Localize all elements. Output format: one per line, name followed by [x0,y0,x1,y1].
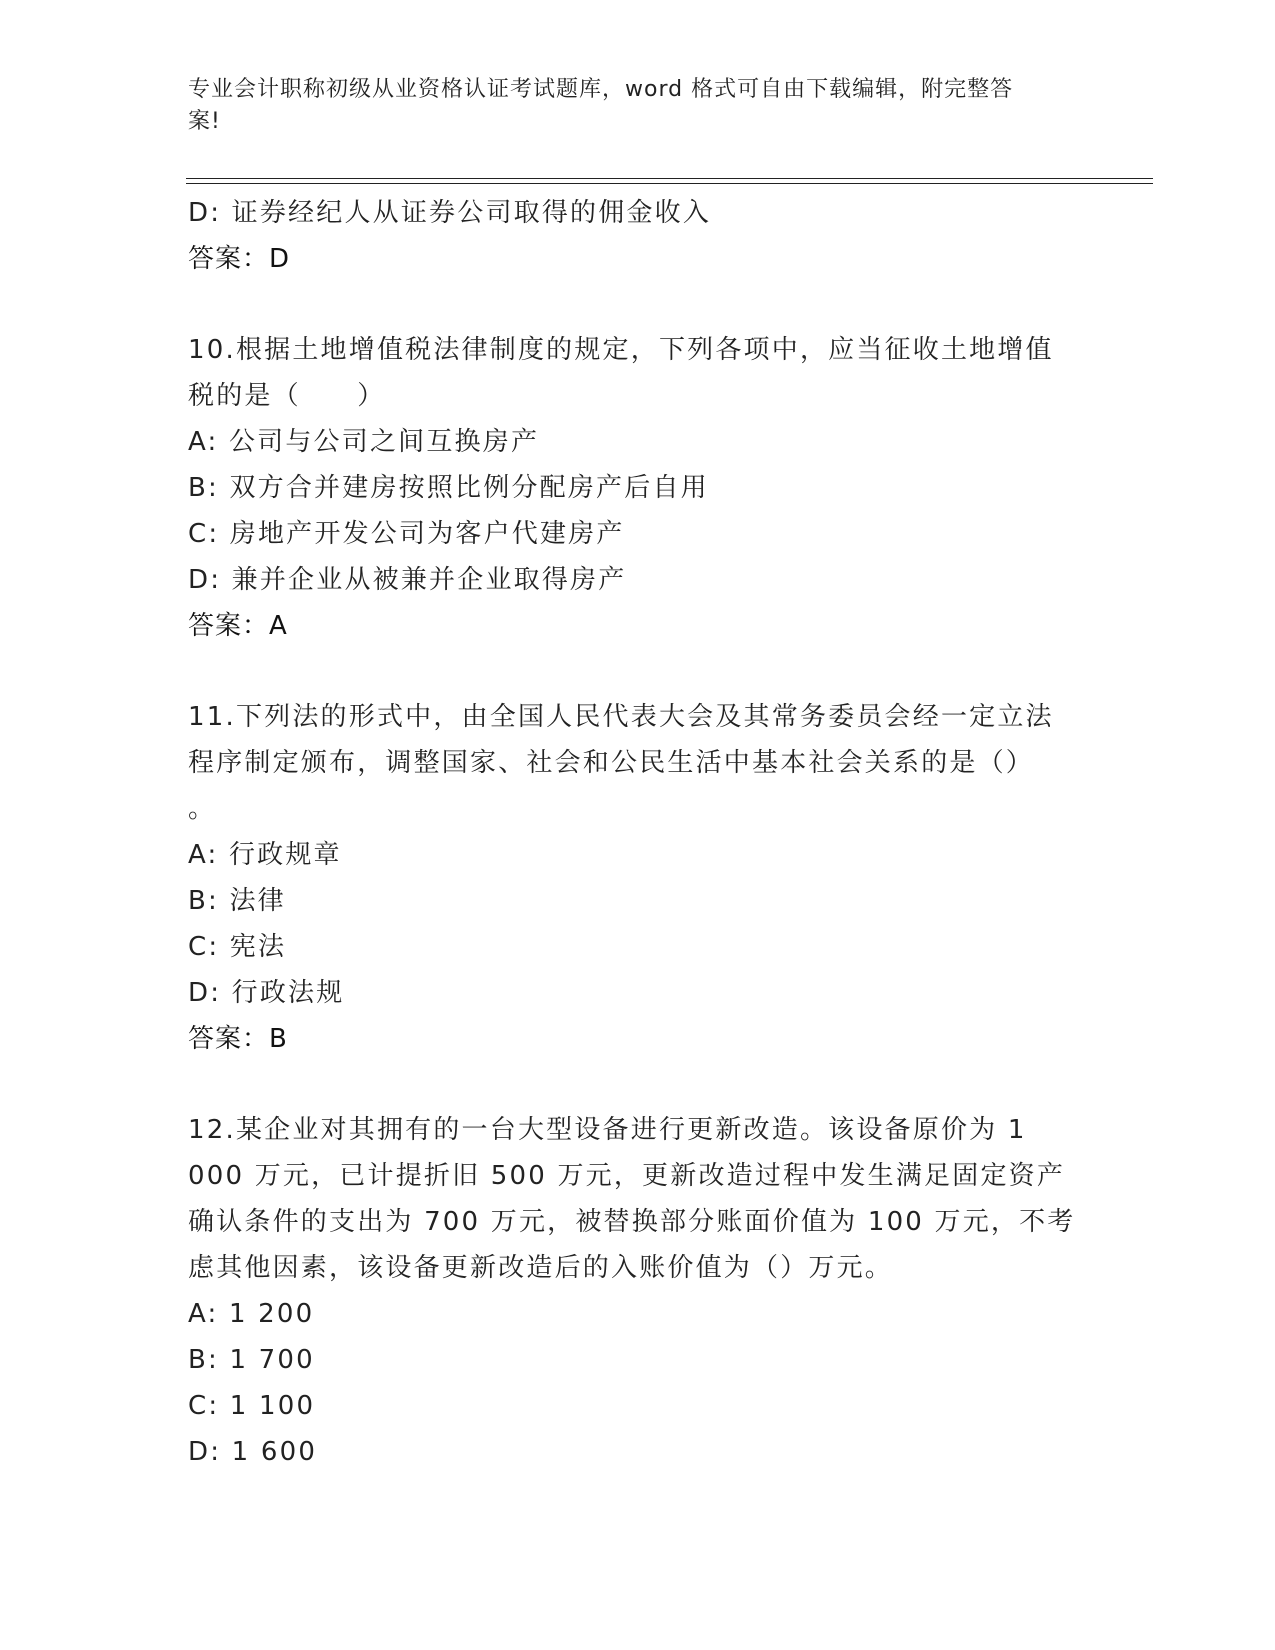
spacer [188,1062,1088,1107]
spacer [188,649,1088,694]
q11-option-d: D: 行政法规 [188,978,345,1008]
q12-option-b: B: 1 700 [188,1345,315,1375]
question-10 [188,327,1088,649]
page-header [188,74,1068,138]
q10-answer: 答案：A [188,611,288,641]
q11-stem-line-1: 11.下列法的形式中，由全国人民代表大会及其常务委员会经一定立法 [188,702,1054,732]
header-divider-bottom [186,183,1153,184]
q10-option-d: D: 兼并企业从被兼并企业取得房产 [188,565,627,595]
q12-stem-line-3: 确认条件的支出为 700 万元，被替换部分账面价值为 100 万元，不考 [188,1207,1076,1237]
spacer [188,282,1088,327]
q12-stem-line-2: 000 万元，已计提折旧 500 万元，更新改造过程中发生满足固定资产 [188,1161,1066,1191]
q10-stem-line-1: 10.根据土地增值税法律制度的规定，下列各项中，应当征收土地增值 [188,335,1054,365]
q10-option-a: A: 公司与公司之间互换房产 [188,427,540,457]
header-divider-top [186,178,1153,179]
question-11 [188,694,1088,1062]
q11-option-b: B: 法律 [188,886,286,916]
header-line-1: 专业会计职称初级从业资格认证考试题库，word 格式可自由下载编辑，附完整答 [188,77,1014,102]
q10-option-b: B: 双方合并建房按照比例分配房产后自用 [188,473,709,503]
question-content [188,190,1088,1475]
q12-stem-line-1: 12.某企业对其拥有的一台大型设备进行更新改造。该设备原价为 1 [188,1115,1027,1145]
q11-stem-line-3: 。 [188,794,217,824]
question-9-tail [188,190,1088,282]
q10-option-c: C: 房地产开发公司为客户代建房产 [188,519,625,549]
q12-option-a: A: 1 200 [188,1299,315,1329]
header-line-2: 案! [188,109,221,134]
q9-option-d: D: 证券经纪人从证券公司取得的佣金收入 [188,198,712,228]
question-12 [188,1107,1088,1475]
q11-answer: 答案：B [188,1024,288,1054]
q11-option-c: C: 宪法 [188,932,287,962]
q9-answer: 答案：D [188,244,291,274]
q11-option-a: A: 行政规章 [188,840,342,870]
q12-option-c: C: 1 100 [188,1391,316,1421]
q12-stem-line-4: 虑其他因素，该设备更新改造后的入账价值为（）万元。 [188,1253,894,1283]
q10-stem-line-2: 税的是（ ） [188,381,386,411]
q12-option-d: D: 1 600 [188,1437,318,1467]
q11-stem-line-2: 程序制定颁布，调整国家、社会和公民生活中基本社会关系的是（） [188,748,1035,778]
